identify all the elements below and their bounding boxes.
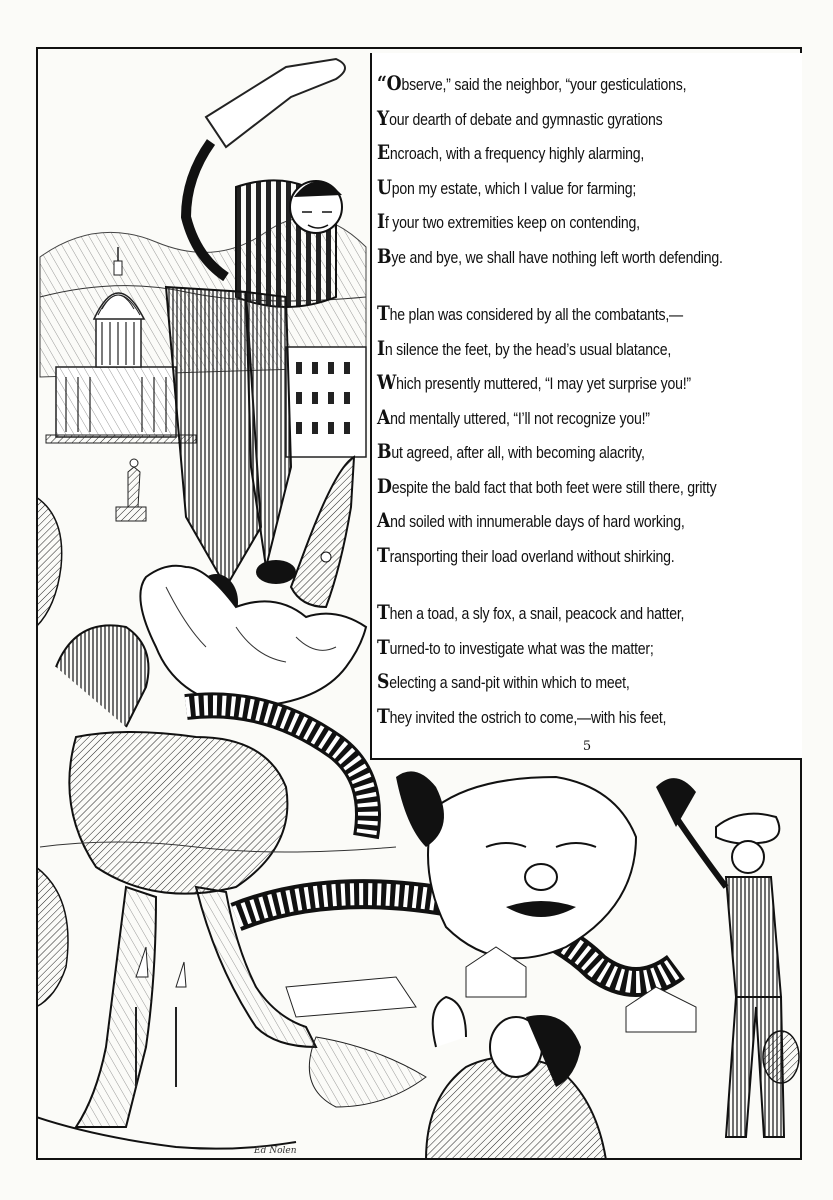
- verse-panel: [370, 53, 802, 760]
- verse-line: Selecting a sand-pit within which to meet,: [377, 669, 630, 693]
- verse-line: And soiled with innumerable days of hard working,: [377, 508, 685, 532]
- verse-line: They invited the ostrich to come,—with his feet,: [377, 703, 667, 728]
- verse-line: “Observe,” said the neighbor, “your gesticulations,: [377, 71, 687, 95]
- verse-line: Despite the bald fact that both feet were still there, gritty: [377, 473, 717, 498]
- verse-line: Upon my estate, which I value for farming;: [377, 174, 637, 199]
- verse-line: But agreed, after all, with becoming alacrity,: [377, 439, 645, 463]
- verse-line: And mentally uttered, “I’ll not recognize you!”: [377, 404, 650, 429]
- stanza-1: [377, 67, 802, 274]
- verse-line: Bye and bye, we shall have nothing left worth defending.: [377, 243, 723, 268]
- verse-line: Transporting their load overland without shirking.: [377, 542, 675, 567]
- verse-line: In silence the feet, by the head’s usual blatance,: [377, 335, 672, 360]
- artist-signature: Ed Nolen: [254, 1146, 297, 1156]
- verse-line: Your dearth of debate and gymnastic gyrations: [377, 105, 663, 130]
- stanza-3: [377, 596, 802, 734]
- verse-line: Then a toad, a sly fox, a snail, peacock and hatter,: [377, 600, 685, 624]
- verse-line: Which presently muttered, “I may yet surprise you!”: [377, 370, 691, 394]
- page-number: 5: [582, 739, 592, 754]
- verse-line: If your two extremities keep on contending,: [377, 209, 640, 233]
- verse-line: Encroach, with a frequency highly alarming,: [377, 140, 645, 164]
- verse-line: The plan was considered by all the combatants,—: [377, 301, 683, 325]
- verse-line: Turned-to to investigate what was the matter;: [377, 634, 654, 659]
- stanza-2: [377, 297, 802, 573]
